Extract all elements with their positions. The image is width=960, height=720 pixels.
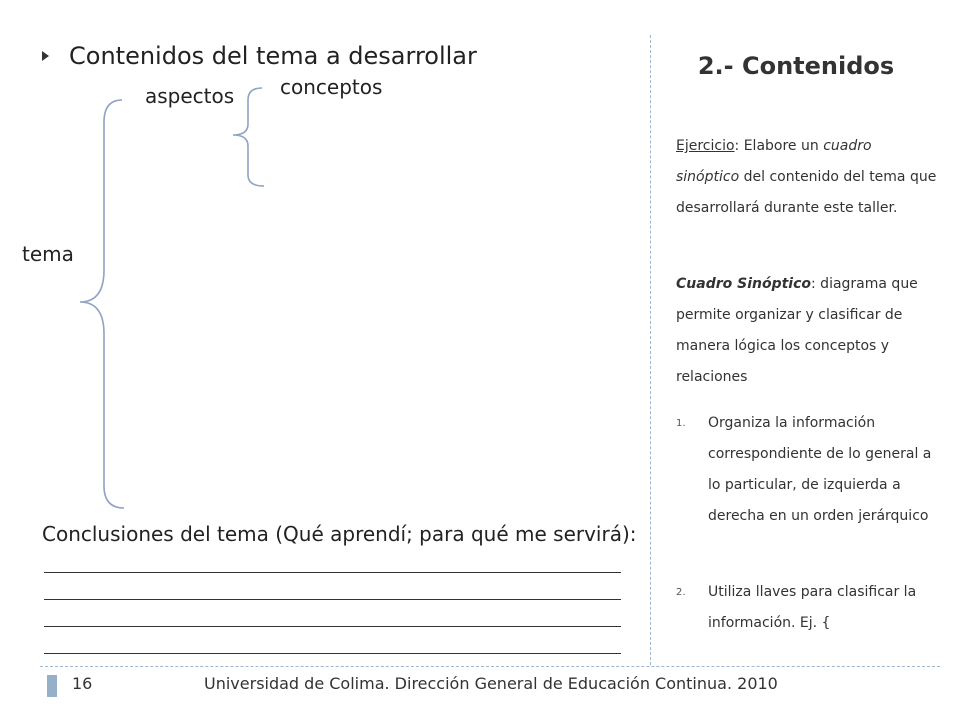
list-number: 2. <box>676 587 686 598</box>
answer-line[interactable] <box>44 599 621 600</box>
large-brace <box>80 100 124 508</box>
footer-divider <box>40 666 940 667</box>
answer-line[interactable] <box>44 626 621 627</box>
list-number: 1. <box>676 418 686 429</box>
footer-accent-bar <box>47 675 57 697</box>
exercise-text-b: del contenido del tema que desarrollará durante este taller. <box>676 169 937 216</box>
list-text: Organiza la información correspondiente de lo general a lo particular, de izquierda a derecha en un orden jerárquico <box>708 415 932 524</box>
list-text: Utiliza llaves para clasificar la información. Ej. { <box>708 584 917 631</box>
slide-title: 2.- Contenidos <box>697 52 895 80</box>
definition-label: Cuadro Sinóptico <box>676 276 812 292</box>
list-item <box>676 408 938 532</box>
conclusion-prompt: Conclusiones del tema (Qué aprendí; para qué me servirá): <box>42 522 637 546</box>
label-tema: tema <box>22 242 74 266</box>
answer-line[interactable] <box>44 653 621 654</box>
list-item <box>676 577 938 639</box>
exercise-label: Ejercicio <box>676 138 735 154</box>
answer-line[interactable] <box>44 572 621 573</box>
exercise-paragraph <box>676 131 938 224</box>
small-brace <box>233 88 264 186</box>
exercise-italic: cuadro sinóptico <box>676 138 872 185</box>
page-number: 16 <box>72 674 93 693</box>
section-heading: Contenidos del tema a desarrollar <box>69 42 477 70</box>
footer-text: Universidad de Colima. Dirección General de Educación Continua. 2010 <box>204 674 778 693</box>
exercise-text-a: : Elabore un <box>734 138 824 154</box>
label-aspectos: aspectos <box>145 84 235 108</box>
definition-text: : diagrama que permite organizar y clasificar de manera lógica los conceptos y relaciones <box>676 276 918 385</box>
label-conceptos: conceptos <box>280 75 383 99</box>
definition-paragraph <box>676 269 938 393</box>
column-divider <box>650 35 651 665</box>
